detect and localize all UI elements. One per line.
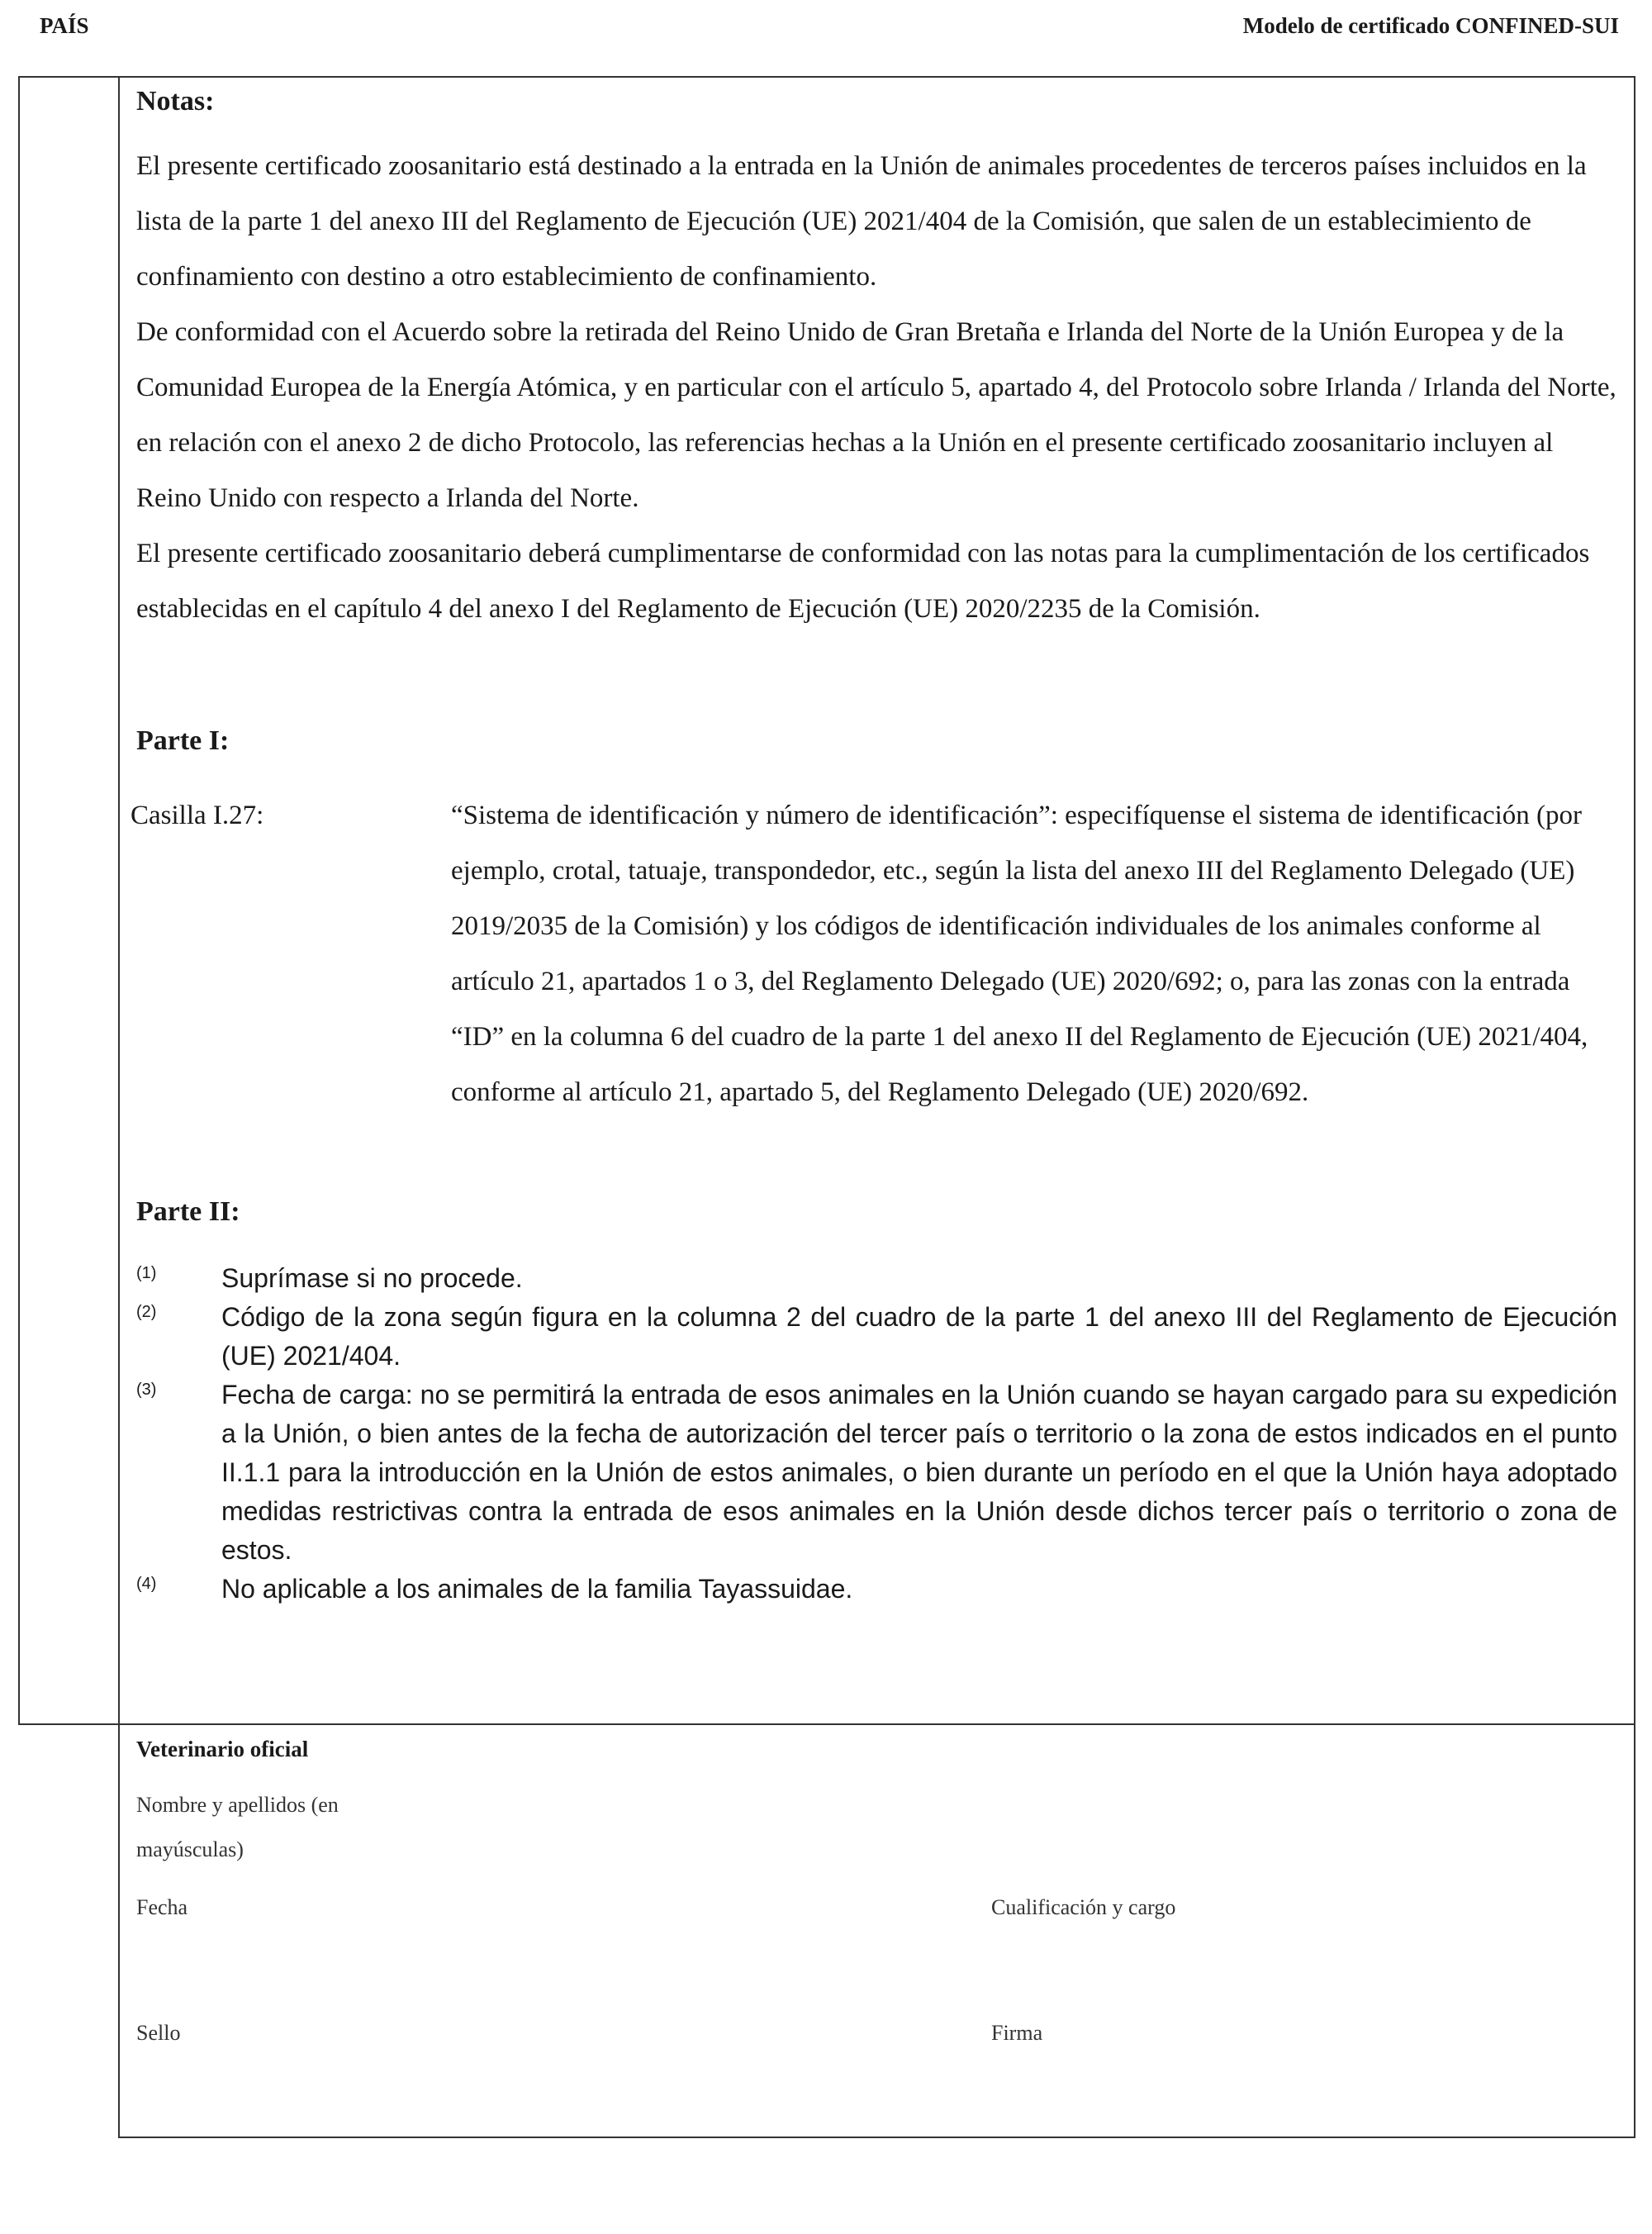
header-country: PAÍS [40,13,89,38]
frame-right [1634,76,1635,2138]
date-label: Fecha [136,1895,188,1919]
part2-title: Parte II: [136,1196,240,1227]
frame-divider-line [18,1723,1635,1725]
part1-title: Parte I: [136,725,230,756]
notes-paragraph-3: El presente certificado zoosanitario deberá cumplimentarse de conformidad con las notas para la cumplimentación de los certificados establecidas en el capítulo 4 del anexo I del Reglamento de Ejecución (UE) 2020/2235 de la Comisión. [136,539,1590,624]
footnote-mark: (4) [136,1575,157,1593]
footnote-text: Código de la zona según figura en la columna 2 del cuadro de la parte 1 del anexo III del Reglamento de Ejecución (UE) 2021/404. [221,1302,1617,1371]
name-label-line1: Nombre y apellidos (en [136,1793,339,1817]
footnote-text: Fecha de carga: no se permitirá la entrada de esos animales en la Unión cuando se hayan cargado para su expedición a la Unión, o bien antes de la fecha de autorización del tercer país o territorio o la zona de estos indicados en el punto II.1.1 para la introducción en la Unión de estos animales, o bien durante un período en el que la Unión haya adoptado medidas restrictivas contra la entrada de esos animales en la Unión desde dichos tercer país o territorio o zona de estos. [221,1380,1617,1565]
signature-label: Firma [991,2021,1043,2045]
qualification-label: Cualificación y cargo [991,1895,1176,1919]
frame-left-outer [18,76,20,1723]
footnote-text: Suprímase si no procede. [221,1263,523,1293]
notes-body [136,139,1617,637]
frame-left-inner [118,76,120,2138]
signature-title: Veterinario oficial [136,1737,309,1761]
frame-bottom-line [118,2137,1635,2138]
footnote-text: No aplicable a los animales de la familia Tayassuidae. [221,1574,853,1604]
notes-paragraph-1: El presente certificado zoosanitario está destinado a la entrada en la Unión de animales procedentes de terceros países incluidos en la lista de la parte 1 del anexo III del Reglamento de Ejecución (UE) 2021/404 de la Comisión, que salen de un establecimiento de confinamiento con destino a otro establecimiento de confinamiento. [136,151,1587,292]
box-description: “Sistema de identificación y número de identificación”: especifíquense el sistema de identificación (por ejemplo, crotal, tatuaje, transpondedor, etc., según la lista del anexo III del Reglamento Delegado (UE) 2019/2035 de la Comisión) y los códigos de identificación individuales de los animales conforme al artículo 21, apartados 1 o 3, del Reglamento Delegado (UE) 2020/692; o, para las zonas con la entrada “ID” en la columna 6 del cuadro de la parte 1 del anexo II del Reglamento de Ejecución (UE) 2021/404, conforme al artículo 21, apartado 5, del Reglamento Delegado (UE) 2020/692. [451,801,1588,1107]
footnote-mark: (3) [136,1381,157,1399]
frame-top-line [18,76,1635,78]
notes-paragraph-2: De conformidad con el Acuerdo sobre la retirada del Reino Unido de Gran Bretaña e Irlanda del Norte de la Unión Europea y de la Comunidad Europea de la Energía Atómica, y en particular con el artículo 5, apartado 4, del Protocolo sobre Irlanda / Irlanda del Norte, en relación con el anexo 2 de dicho Protocolo, las referencias hechas a la Unión en el presente certificado zoosanitario incluyen al Reino Unido con respecto a Irlanda del Norte. [136,317,1616,513]
name-label-line2: mayúsculas) [136,1837,244,1861]
notes-title: Notas: [136,86,215,116]
footnote-mark: (1) [136,1264,157,1282]
header-model: Modelo de certificado CONFINED-SUI [1242,13,1619,38]
stamp-label: Sello [136,2021,181,2045]
footnote-mark: (2) [136,1303,157,1321]
box-label: Casilla I.27: [131,801,264,830]
